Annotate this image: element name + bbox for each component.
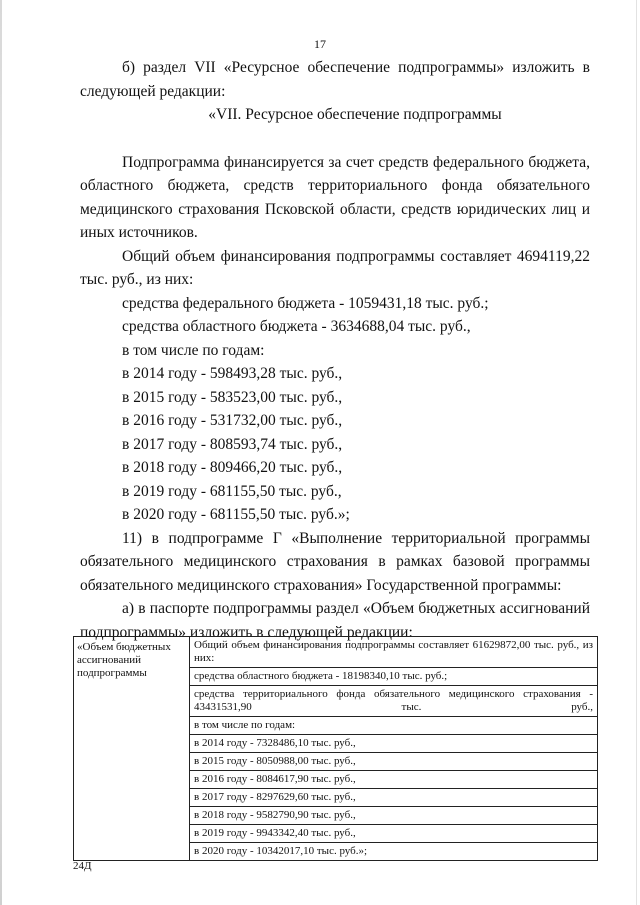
line-regional: средства областного бюджета - 3634688,04 тыс. руб., [122, 318, 471, 335]
year-line: в 2017 году - 808593,74 тыс. руб., [122, 435, 343, 453]
section-heading: «VII. Ресурсное обеспечение подпрограммы [208, 106, 502, 123]
year-line: в 2014 году - 598493,28 тыс. руб., [122, 365, 343, 382]
table-label-cell: «Объем бюджетных ассигнований подпрограммы [74, 637, 190, 861]
table-value-row: в 2017 году - 8297629,60 тыс. руб., [190, 789, 597, 807]
year-line: в 2020 году - 681155,50 тыс. руб.»; [122, 506, 350, 523]
table-value-row: в том числе по годам: [190, 717, 597, 735]
table-value-row: в 2018 году - 9582790,90 тыс. руб., [190, 807, 597, 825]
line-federal: средства федерального бюджета - 1059431,18 тыс. руб.; [122, 294, 489, 312]
year-line: в 2016 году - 531732,00 тыс. руб., [122, 412, 343, 429]
passport-table [73, 636, 598, 861]
table-value-row: в 2016 году - 8084617,90 тыс. руб., [190, 771, 597, 789]
scan-edge-right [636, 0, 637, 905]
table-value-row: средства областного бюджета - 18198340,10 тыс. руб.; [190, 668, 597, 686]
table-value-row: Общий объем финансирования подпрограммы составляет 61629872,00 тыс. руб., из них: [190, 637, 597, 668]
blank-line [80, 127, 590, 151]
table-value-row: в 2020 году - 10342017,10 тыс. руб.»; [194, 845, 368, 857]
line-by-year-intro: в том числе по годам: [122, 341, 265, 359]
paragraph-total: Общий объем финансирования подпрограммы составляет 4694119,22 тыс. руб., из них: [80, 247, 590, 288]
table-value-row: в 2019 году - 9943342,40 тыс. руб., [190, 825, 597, 843]
table-row [74, 637, 598, 861]
paragraph-intro: б) раздел VII «Ресурсное обеспечение подпрограммы» изложить в следующей редакции: [80, 59, 590, 100]
table-value-row: в 2014 году - 7328486,10 тыс. руб., [190, 735, 597, 753]
table-value-cell [190, 637, 598, 861]
year-line: в 2015 году - 583523,00 тыс. руб., [122, 388, 343, 406]
year-line: в 2018 году - 809466,20 тыс. руб., [122, 459, 343, 476]
footer-code: 24Д [73, 860, 92, 872]
scan-edge-left [0, 0, 2, 905]
paragraph-item-a: а) в паспорте подпрограммы раздел «Объем бюджетных ассигнований подпрограммы» изложить в следующей редакции: [80, 600, 590, 641]
paragraph-financing: Подпрограмма финансируется за счет средств федерального бюджета, областного бюджета, средств территориального фонда обязательного медицинского страхования Псковской области, средств юридических лиц и иных источников. [80, 153, 590, 241]
year-line: в 2019 году - 681155,50 тыс. руб., [122, 482, 342, 500]
table-value-row: в 2015 году - 8050988,00 тыс. руб., [190, 753, 597, 771]
paragraph-item-11: 11) в подпрограмме Г «Выполнение территориальной программы обязательного медицинского страхования в рамках базовой программы обязательного медицинского страхования» Государственной программы: [80, 529, 590, 594]
document-body [80, 56, 590, 644]
table-value-row: средства территориального фонда обязательного медицинского страхования - 43431531,90 тыс. руб., [190, 686, 597, 717]
page-number: 17 [314, 37, 326, 51]
